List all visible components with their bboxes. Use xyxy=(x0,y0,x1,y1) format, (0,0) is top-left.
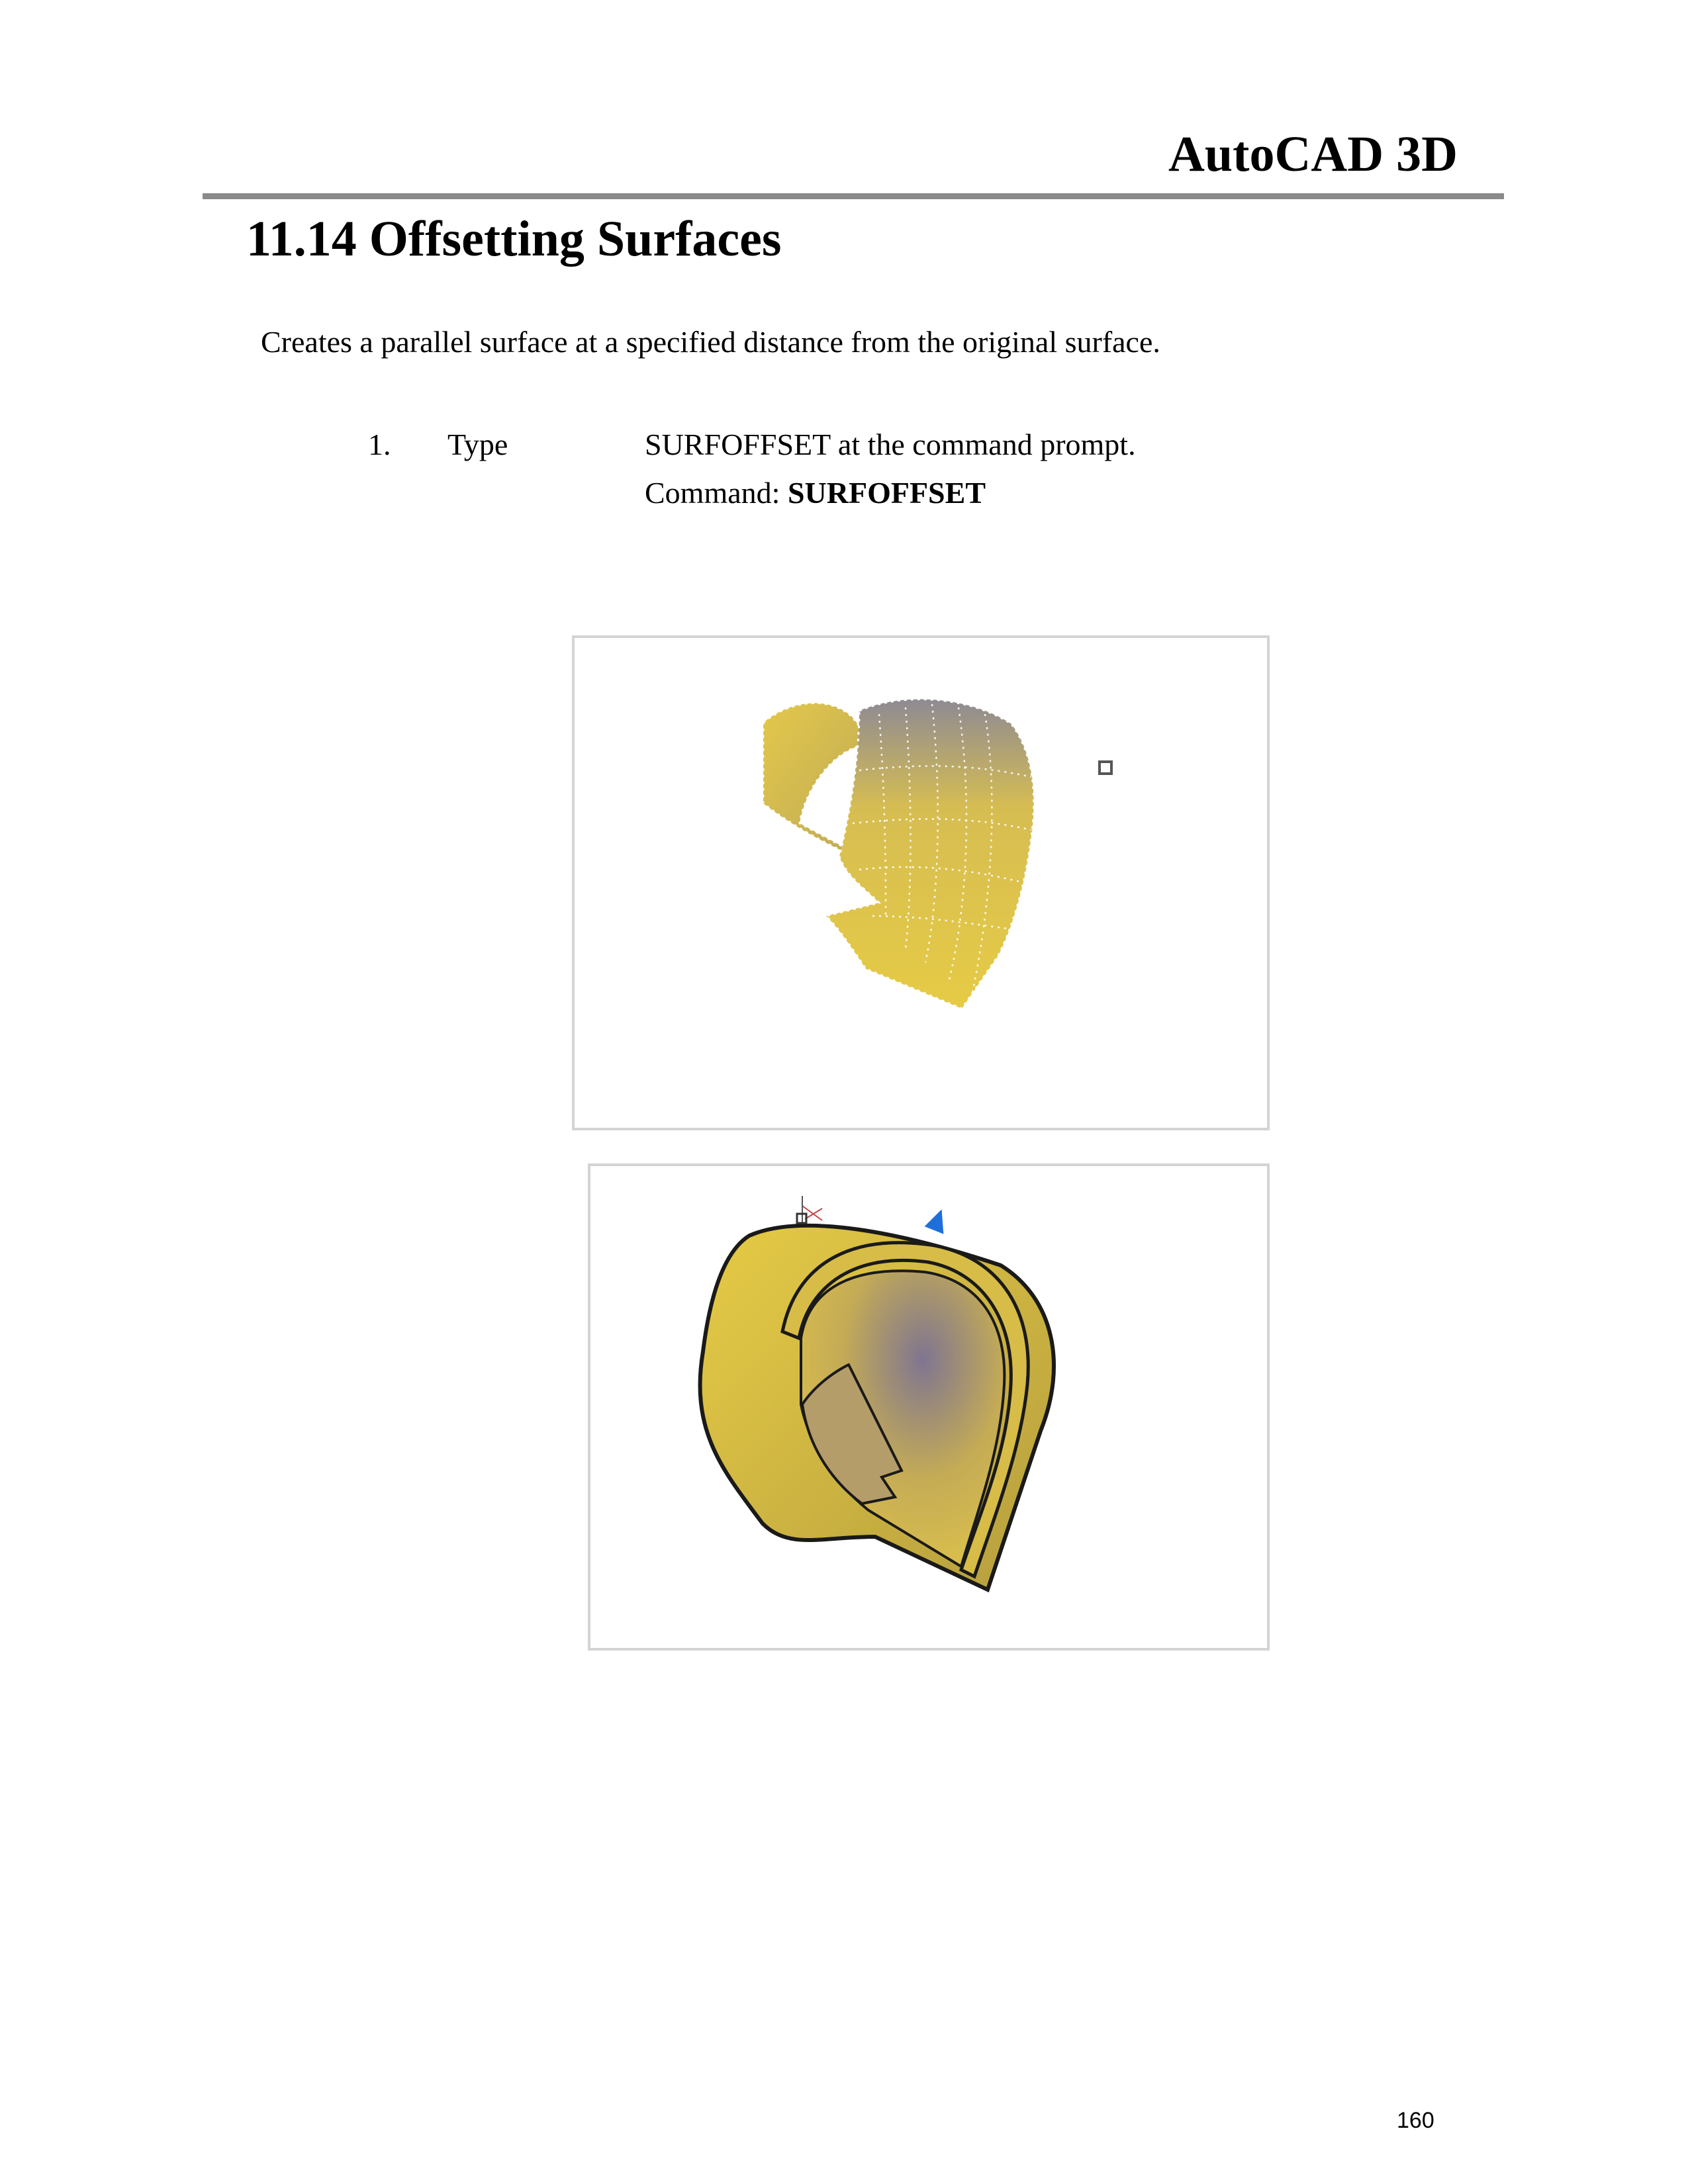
step-command-line xyxy=(645,475,986,510)
command-prefix: Command: xyxy=(645,476,788,510)
crosshair-icon xyxy=(797,1196,822,1223)
section-title: 11.14 Offsetting Surfaces xyxy=(246,211,782,267)
running-header: AutoCAD 3D xyxy=(1168,126,1458,182)
offset-illustration xyxy=(590,1166,1267,1648)
blue-grip-icon xyxy=(928,1214,941,1231)
intro-paragraph: Creates a parallel surface at a specified distance from the original surface. xyxy=(261,325,1160,359)
header-rule xyxy=(203,193,1504,199)
pick-box-icon xyxy=(1100,762,1111,774)
surface-illustration xyxy=(575,638,1267,1128)
command-name: SURFOFFSET xyxy=(787,476,986,510)
step-label: Type xyxy=(447,428,508,461)
step-text: SURFOFFSET at the command prompt. xyxy=(645,428,1136,461)
figure-surface-offset xyxy=(588,1163,1270,1651)
surface-main-sheet xyxy=(826,700,1034,1009)
step-number: 1. xyxy=(368,428,391,461)
figure-surface-selected xyxy=(572,635,1270,1130)
page-number: 160 xyxy=(1397,2108,1434,2133)
